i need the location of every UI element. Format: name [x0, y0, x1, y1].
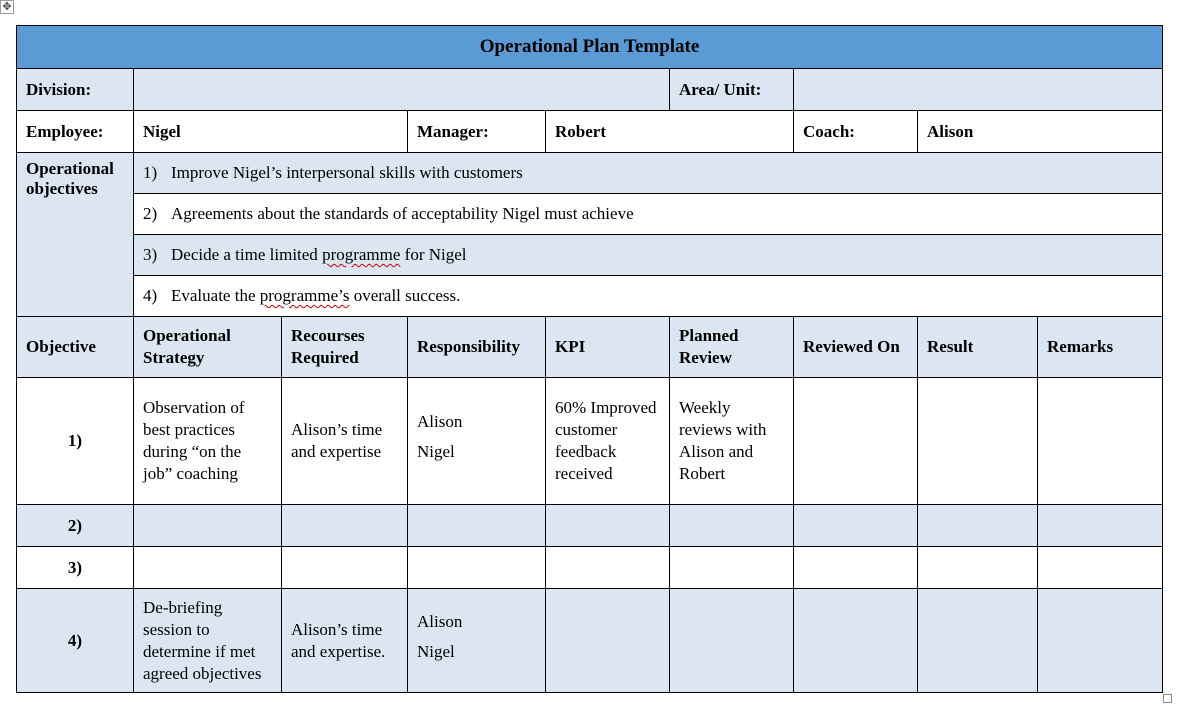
table-row — [17, 589, 1163, 693]
header-remarks: Remarks — [1038, 317, 1163, 378]
row-strategy-cell[interactable]: De-briefing session to determine if met agreed objectives — [134, 589, 282, 693]
table-resize-handle-icon[interactable] — [1163, 694, 1172, 703]
row-resources-cell[interactable]: Alison’s time and expertise — [282, 378, 408, 505]
row-responsibility-cell[interactable]: Alison Nigel — [408, 378, 546, 505]
row-strategy-cell[interactable] — [134, 547, 282, 589]
row-reviewed-on-cell[interactable] — [794, 589, 918, 693]
table-row — [17, 378, 1163, 505]
employee-label: Employee: — [17, 111, 134, 153]
division-label: Division: — [17, 69, 134, 111]
row-reviewed-on-cell[interactable] — [794, 505, 918, 547]
header-result: Result — [918, 317, 1038, 378]
row-responsibility-cell[interactable]: Alison Nigel — [408, 589, 546, 693]
table-row — [17, 547, 1163, 589]
table-row — [17, 505, 1163, 547]
coach-label: Coach: — [794, 111, 918, 153]
spelling-error-mark: programme — [322, 245, 401, 264]
row-remarks-cell[interactable] — [1038, 547, 1163, 589]
row-strategy-cell[interactable] — [134, 505, 282, 547]
row-objective-number: 4) — [17, 589, 134, 693]
table-move-handle-icon[interactable]: ✥ — [0, 0, 14, 14]
row-result-cell[interactable] — [918, 378, 1038, 505]
row-responsibility-cell[interactable] — [408, 547, 546, 589]
header-objective: Objective — [17, 317, 134, 378]
manager-field[interactable]: Robert — [546, 111, 794, 153]
row-planned-review-cell[interactable] — [670, 505, 794, 547]
row-remarks-cell[interactable] — [1038, 505, 1163, 547]
row-planned-review-cell[interactable] — [670, 547, 794, 589]
row-planned-review-cell[interactable]: Weekly reviews with Alison and Robert — [670, 378, 794, 505]
header-operational-strategy: Operational Strategy — [134, 317, 282, 378]
row-objective-number: 3) — [17, 547, 134, 589]
row-resources-cell[interactable] — [282, 547, 408, 589]
row-remarks-cell[interactable] — [1038, 589, 1163, 693]
row-kpi-cell[interactable] — [546, 505, 670, 547]
row-planned-review-cell[interactable] — [670, 589, 794, 693]
objective-item-1[interactable]: 1) Improve Nigel’s interpersonal skills with customers — [134, 153, 1163, 194]
manager-label: Manager: — [408, 111, 546, 153]
objective-item-4[interactable]: 4) Evaluate the programme’s overall success. — [134, 276, 1163, 317]
row-resources-cell[interactable]: Alison’s time and expertise. — [282, 589, 408, 693]
objective-item-2[interactable]: 2) Agreements about the standards of acceptability Nigel must achieve — [134, 194, 1163, 235]
spelling-error-mark: programme’s — [259, 286, 350, 305]
row-kpi-cell[interactable] — [546, 589, 670, 693]
operational-objectives-label: Operational objectives — [17, 153, 134, 317]
row-reviewed-on-cell[interactable] — [794, 378, 918, 505]
row-remarks-cell[interactable] — [1038, 378, 1163, 505]
header-reviewed-on: Reviewed On — [794, 317, 918, 378]
row-result-cell[interactable] — [918, 589, 1038, 693]
row-reviewed-on-cell[interactable] — [794, 547, 918, 589]
header-planned-review: Planned Review — [670, 317, 794, 378]
division-field[interactable] — [134, 69, 670, 111]
objective-item-3[interactable]: 3) Decide a time limited programme for Nigel — [134, 235, 1163, 276]
row-objective-number: 1) — [17, 378, 134, 505]
row-result-cell[interactable] — [918, 547, 1038, 589]
coach-field[interactable]: Alison — [918, 111, 1163, 153]
header-kpi: KPI — [546, 317, 670, 378]
row-kpi-cell[interactable]: 60% Improved customer feedback received — [546, 378, 670, 505]
operational-plan-table — [16, 25, 1163, 693]
area-unit-label: Area/ Unit: — [670, 69, 794, 111]
row-resources-cell[interactable] — [282, 505, 408, 547]
row-strategy-cell[interactable]: Observation of best practices during “on the job” coaching — [134, 378, 282, 505]
header-resources-required: Recourses Required — [282, 317, 408, 378]
header-responsibility: Responsibility — [408, 317, 546, 378]
row-objective-number: 2) — [17, 505, 134, 547]
area-unit-field[interactable] — [794, 69, 1163, 111]
table-title[interactable]: Operational Plan Template — [17, 26, 1163, 69]
employee-field[interactable]: Nigel — [134, 111, 408, 153]
row-kpi-cell[interactable] — [546, 547, 670, 589]
row-result-cell[interactable] — [918, 505, 1038, 547]
row-responsibility-cell[interactable] — [408, 505, 546, 547]
